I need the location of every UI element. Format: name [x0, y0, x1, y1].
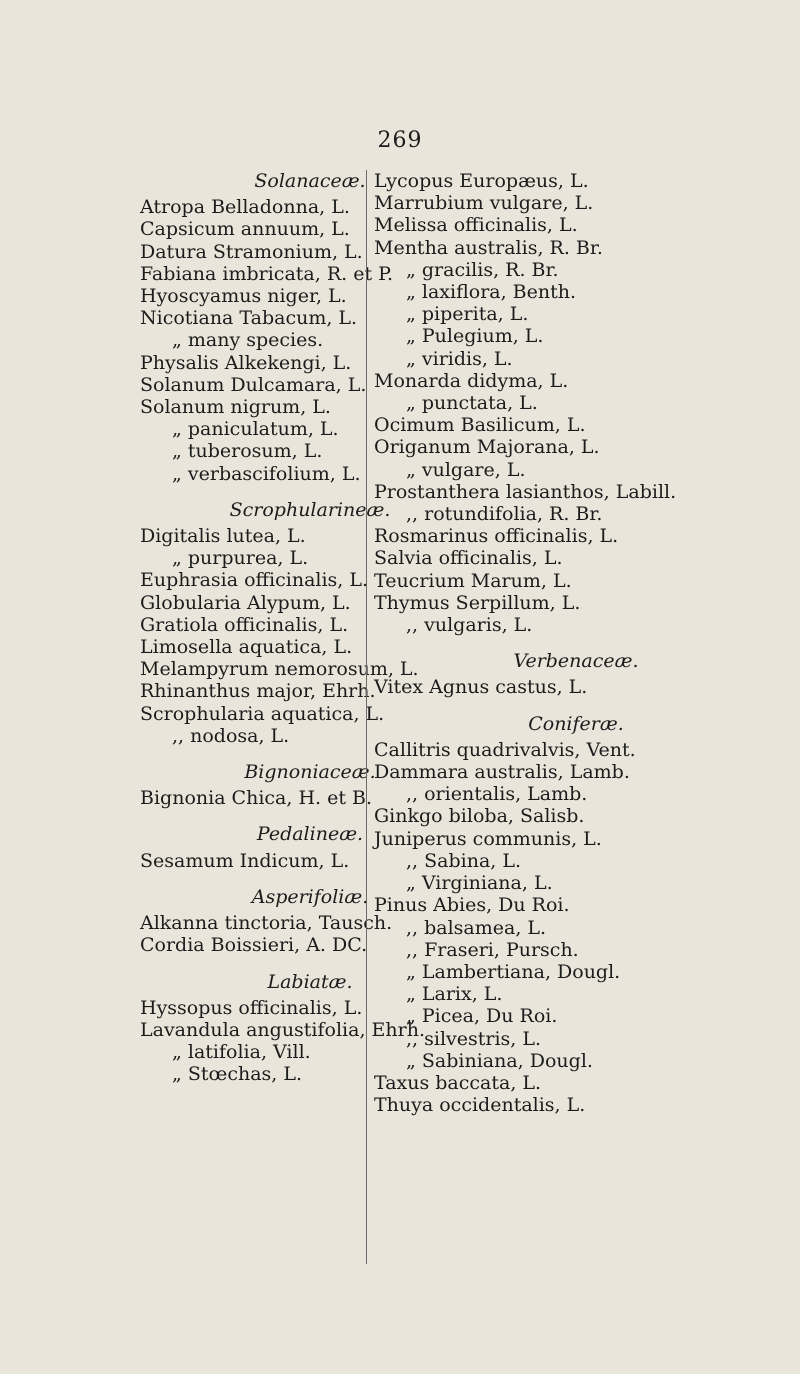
right-column: [366, 170, 778, 1264]
species-entry: Hyssopus officinalis, L.: [140, 996, 363, 1019]
species-entry: Vitex Agnus castus, L.: [374, 676, 588, 699]
species-entry: Scrophularia aquatica, L.: [140, 702, 385, 725]
species-entry: Melissa officinalis, L.: [374, 214, 578, 237]
species-entry: ,, nodosa, L.: [172, 724, 290, 747]
species-entry: Limosella aquatica, L.: [140, 636, 353, 659]
species-entry: „ purpurea, L.: [172, 547, 309, 570]
species-entry: Rhinanthus major, Ehrh.: [140, 680, 376, 703]
species-entry: Hyoscyamus niger, L.: [140, 285, 347, 308]
family-heading: Bignoniaceæ.: [244, 761, 376, 784]
species-entry: Atropa Belladonna, L.: [140, 196, 350, 219]
species-entry: Monarda didyma, L.: [374, 369, 569, 392]
family-heading: Labiatæ.: [267, 970, 353, 993]
species-entry: „ many species.: [172, 329, 324, 352]
species-entry: „ punctata, L.: [406, 392, 538, 415]
species-entry: Thuya occidentalis, L.: [374, 1094, 586, 1117]
species-entry: Cordia Boissieri, A. DC.: [140, 934, 368, 957]
species-entry: Datura Stramonium, L.: [140, 240, 363, 263]
species-entry: „ gracilis, R. Br.: [406, 258, 559, 281]
species-entry: Nicotiana Tabacum, L.: [140, 307, 358, 330]
species-entry: ,, orientalis, Lamb.: [406, 783, 588, 806]
species-entry: Teucrium Marum, L.: [374, 569, 572, 592]
species-entry: Juniperus communis, L.: [374, 827, 602, 850]
species-entry: „ Larix, L.: [406, 983, 503, 1006]
species-entry: Sesamum Indicum, L.: [140, 849, 350, 872]
species-entry: ,, silvestris, L.: [406, 1027, 542, 1050]
species-entry: Fabiana imbricata, R. et P.: [140, 262, 394, 285]
family-section: [374, 170, 778, 636]
species-entry: „ Picea, Du Roi.: [406, 1005, 558, 1028]
species-entry: „ viridis, L.: [406, 347, 513, 370]
species-entry: Lavandula angustifolia, Ehrh.: [140, 1018, 426, 1041]
species-entry: Callitris quadrivalvis, Vent.: [374, 738, 636, 761]
species-entry: Prostanthera lasianthos, Labill.: [374, 480, 677, 503]
species-entry: Physalis Alkekengi, L.: [140, 351, 352, 374]
species-entry: Capsicum annuum, L.: [140, 218, 350, 241]
species-entry: ,, rotundifolia, R. Br.: [406, 503, 603, 526]
species-entry: Taxus baccata, L.: [374, 1071, 542, 1094]
species-entry: Solanum nigrum, L.: [140, 396, 331, 419]
species-entry: Marrubium vulgare, L.: [374, 192, 594, 215]
species-entry: „ piperita, L.: [406, 303, 529, 326]
family-heading: Verbenaceæ.: [513, 650, 639, 673]
species-entry: „ Lambertiana, Dougl.: [406, 960, 621, 983]
page-number: 269: [377, 128, 423, 153]
family-section: [374, 713, 778, 1117]
species-entry: „ laxiflora, Benth.: [406, 281, 577, 304]
species-entry: ,, balsamea, L.: [406, 916, 547, 939]
species-entry: ,, Fraseri, Pursch.: [406, 938, 579, 961]
species-entry: „ tuberosum, L.: [172, 440, 323, 463]
species-entry: „ latifolia, Vill.: [172, 1041, 311, 1064]
species-entry: ,, vulgaris, L.: [406, 614, 533, 637]
species-entry: „ vulgare, L.: [406, 458, 526, 481]
species-entry: Ginkgo biloba, Salisb.: [374, 805, 585, 828]
species-entry: ,, Sabina, L.: [406, 849, 522, 872]
species-entry: Lycopus Europæus, L.: [374, 170, 589, 192]
species-entry: „ Virginiana, L.: [406, 872, 553, 895]
species-entry: Thymus Serpillum, L.: [374, 591, 581, 614]
species-entry: Ocimum Basilicum, L.: [374, 414, 586, 437]
species-entry: „ Stœchas, L.: [172, 1063, 303, 1086]
family-heading: Scrophularineæ.: [229, 498, 391, 521]
family-heading: Coniferæ.: [528, 712, 624, 735]
species-entry: Bignonia Chica, H. et B.: [140, 787, 373, 810]
species-entry: Salvia officinalis, L.: [374, 547, 563, 570]
species-entry: „ Pulegium, L.: [406, 325, 544, 348]
species-entry: Alkanna tinctoria, Tausch.: [140, 912, 393, 935]
species-entry: Euphrasia officinalis, L.: [140, 569, 369, 592]
species-entry: „ paniculatum, L.: [172, 418, 339, 441]
species-entry: Pinus Abies, Du Roi.: [374, 894, 570, 917]
species-entry: Gratiola officinalis, L.: [140, 613, 349, 636]
species-entry: Rosmarinus officinalis, L.: [374, 525, 619, 548]
family-heading: Pedalineæ.: [256, 823, 364, 846]
species-entry: Solanum Dulcamara, L.: [140, 373, 367, 396]
species-entry: „ Sabiniana, Dougl.: [406, 1049, 593, 1072]
species-entry: Mentha australis, R. Br.: [374, 236, 603, 259]
family-heading: Solanaceæ.: [254, 170, 366, 192]
species-entry: „ verbascifolium, L.: [172, 462, 361, 485]
species-entry: Origanum Majorana, L.: [374, 436, 600, 459]
family-section: [374, 650, 778, 698]
species-entry: Dammara australis, Lamb.: [374, 761, 630, 784]
species-entry: Melampyrum nemorosum, L.: [140, 658, 419, 681]
species-entry: Digitalis lutea, L.: [140, 525, 306, 548]
family-heading: Asperifoliæ.: [251, 885, 369, 908]
species-entry: Globularia Alypum, L.: [140, 591, 351, 614]
